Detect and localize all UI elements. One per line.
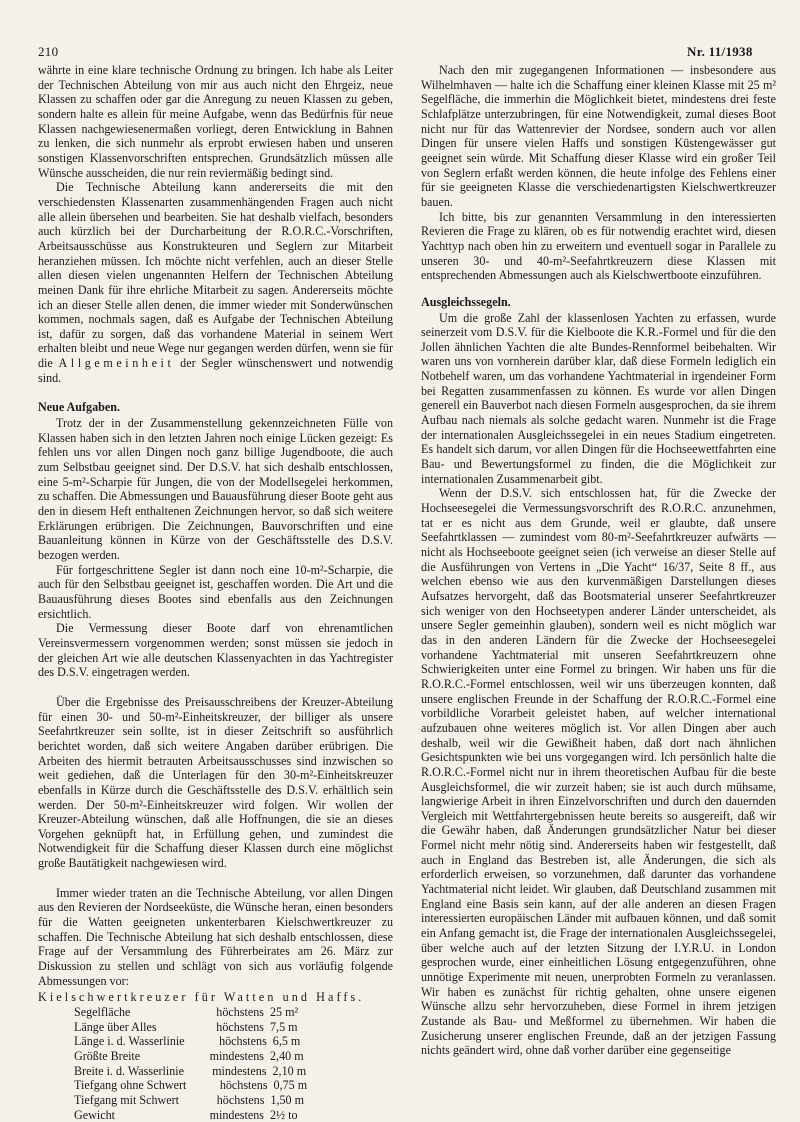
paragraph-text: der Segler wünschenswert und notwendig sind. [38, 356, 393, 385]
dimension-value: 2½ to [270, 1107, 298, 1122]
dimension-qualifier: höchstens [216, 1092, 265, 1107]
paragraph: Um die große Zahl der klassenlosen Yachten zu erfassen, wurde seinerzeit vom D.S.V. für die Kielboote die K.R.-Formel und für die den Jollen ähnlichen Yachten die alte Bundes-Rennformel beibehalten. Wir waren uns von vornherein darüber klar, daß diese Formeln lediglich ein Notbehelf waren, um das vorhandene Yachtmaterial in irgendeiner Form bei Regatten zusammenfassen zu können. Es wurde vor allen Dingen generell ein Bauverbot nach diesen Formeln ausgesprochen, da sie ihrem Aufbau nach niemals als solche gedacht waren. Nunmehr ist die Frage der internationalen Ausgleichssegelei in ein neues Stadium eingetreten. Es handelt sich darum, vor allen Dingen für die Hochseewettfahrten eine Bau- und Bewertungsformel zu finden, die die Möglichkeit zur internationalen Zusammenarbeit gibt. [421, 310, 776, 486]
dimension-label: Tiefgang mit Schwert [74, 1092, 180, 1107]
paragraph: Ich bitte, bis zur genannten Versammlung in den interessierten Revieren die Frage zu klären, ob es für notwendig erachtet wird, diesen Yachttyp nach oben hin zu erweitern und eventuell sogar in Parallele zu unseren 30- und 40-m²-Seefahrtkreuzern diese Klassen mit entsprechenden Abmessungen auch als Kielschwertboote einzuführen. [421, 209, 776, 283]
dimension-label: Länge i. d. Wasserlinie [74, 1034, 185, 1049]
issue-number: Nr. 11/1938 [687, 44, 753, 59]
dimension-row [38, 1093, 332, 1108]
dimension-value: 2,10 m [272, 1063, 307, 1078]
dimension-qualifier: mindestens [212, 1063, 267, 1078]
dimension-label: Länge über Alles [74, 1019, 157, 1034]
dimension-value: 0,75 m [273, 1078, 308, 1093]
dimension-value: 2,40 m [270, 1049, 304, 1063]
paragraph: währte in eine klare technische Ordnung zu bringen. Ich habe als Leiter der Technischen Abteilung von mir aus auch nicht den Ehrgeiz, neue Klassen zu schaffen oder gar die Anregung zu neuen Klassen zu geben, sondern halte es allein für meine Aufgabe, wenn das Bedürfnis für neue Klassen nachgewiesenermaßen vorliegt, deren Entwicklung in Bahnen zu lenken, die sich nunmehr als erprobt erwiesen haben und unseren sonstigen Klassenvorschriften entsprechen. Grundsätzlich müssen alle Wünsche ausscheiden, die nur rein reviermäßig bedingt sind. [38, 63, 393, 180]
paragraph: Nach den mir zugegangenen Informationen — insbesondere aus Wilhelmhaven — halte ich die Schaffung einer kleinen Klasse mit 25 m² Segelfläche, die immerhin die Möglichkeit bietet, mindestens drei feste Schlafplätze unterzubringen, für eine Notwendigkeit, zumal dieses Boot nicht nur für das Wattenrevier der Nordsee, sondern auch vor allen Dingen für unsere vielen Haffs und sonstigen Küstengewässer gut geeignet sein würde. Mit Schaffung dieser Klasse wird ein großer Teil von Seglern erfaßt werden können, die heute infolge des Fehlens einer für sie geeigneten Klasse die verschiedenartigsten Kielschwertkreuzer bauen. [421, 63, 776, 209]
dimension-label: Segelfläche [74, 1005, 131, 1020]
left-column [38, 63, 393, 1122]
paragraph: Trotz der in der Zusammenstellung gekennzeichneten Fülle von Klassen haben sich in den letzten Jahren noch einige Lücken gezeigt: Es fehlen uns vor allen Dingen noch ganz billige Jugendboote, die auch zum Selbstbau geeignet sind. Der D.S.V. hat sich deshalb entschlossen, eine 5-m²-Scharpie für Jungen, die von der Modellsegelei herkommen, zu schaffen. Die Abmessungen und Bauausführung dieser Boote geht aus den in diesem Heft enthaltenen Zeichnungen hervor, so daß sich weitere Erklärungen erübrigen. Die Zeichnungen, Bauvorschriften und eine Bauanleitung können in Kürze von der Geschäftsstelle des D.S.V. bezogen werden. [38, 416, 393, 562]
dimension-label: Tiefgang ohne Schwert [74, 1078, 187, 1093]
dimension-qualifier: höchstens [219, 1078, 268, 1093]
dimension-value: 25 m² [270, 1005, 299, 1020]
paragraph: Wenn der D.S.V. sich entschlossen hat, für die Zwecke der Hochseesegelei die Vermessungsvorschrift des R.O.R.C. anzunehmen, tat er es nicht aus dem Grunde, weil er glaubte, daß unsere Seefahrtklassen — zumindest vom 80-m²-Seefahrtkreuzer aufwärts — nicht als Hochseeboote geeignet seien (ich verweise an dieser Stelle auf die Ausführungen von Vertens in „Die Yacht“ 16/37, Seite 8 ff., aus welchen ebenso wie aus den kurvenmäßigen Darstellungen dieses Aufsatzes hervorgeht, daß das Bootsmaterial unserer Seefahrtkreuzer sich weniger von den Hochseetypen anderer Länder unterscheidet, als unsere Segler gemeinhin glauben), sondern weil es nicht möglich war das in den anderen Ländern für die Zwecke der Hochseesegelei vorhandene Yachtmaterial mit unseren Seefahrtkreuzern ohne Schwierigkeiten unter eine Formel zu bringen. Wir haben uns für die R.O.R.C.-Formel entschlossen, weil wir uns überzeugen konnten, daß unsere englischen Freunde in der Schaffung der R.O.R.C.-Formel eine vorbildliche Vorarbeit geleistet haben, auf welcher international aufzubauen ohne weiteres möglich ist. Vor allen Dingen aber auch deshalb, weil wir die Gewißheit haben, daß dort nach ähnlichen Gesichtspunkten wie bei uns vorgegangen wird. Ich persönlich halte die R.O.R.C.-Formel nicht nur in ihrem theoretischen Aufbau für die beste Ausgleichsformel, die wir zurzeit haben; sie ist auch durch mühsame, langwierige Arbeit in ihren Einzelvorschriften und durch den dauernden Vergleich mit Wettfahrtergebnissen heute bereits so ausgereift, daß wir die Gewähr haben, daß Änderungen grundsätzlicher Natur bei dieser Formel nicht mehr nötig sind. Andererseits haben wir festgestellt, daß auch in England das Bestreben ist, alle Änderungen, die sich als erforderlich erweisen, so vorzunehmen, daß darunter das vorhandene Yachtmaterial nicht leidet. Wir glauben, daß Deutschland zusammen mit England eine Basis sein kann, auf der alle anderen an diesen Fragen interessierten europäischen Länder mit aufbauen können, und daß somit ein Anfang gemacht ist, die Frage der internationalen Ausgleichssegelei, über welche auch auf der letzten Sitzung der I.Y.R.U. in London gesprochen wurde, einer einheitlichen Lösung entgegenzuführen, ohne unnötige Experimente mit neuen, unerprobten Formeln zu veranlassen. Wir haben es zunächst für richtig gehalten, ohne unsere eigenen Wünsche allzu sehr hervorzuheben, diese Formel in ihrem jetzigen Zustande als Bau- und Meßformel zu übernehmen. Wir haben die Zusicherung unserer englischen Freunde, daß an der jetzigen Fassung nichts geändert wird, ohne daß vorher darüber eine gegenseitige [421, 486, 776, 1058]
dimension-qualifier: höchstens [219, 1034, 267, 1049]
paragraph [38, 180, 393, 385]
dimension-value: 7,5 m [270, 1019, 298, 1034]
paragraph: Über die Ergebnisse des Preisausschreibens der Kreuzer-Abteilung für einen 30- und 50-m²-Einheitskreuzer, der billiger als unsere Seefahrtkreuzer sein sollte, ist in dieser Zeitschrift so ausführlich berichtet worden, daß sich weitere Angaben darüber erübrigen. Die Arbeiten des hiermit betrauten Arbeitsausschusses sind inzwischen so weit gediehen, daß die Unterlagen für den 30-m²-Einheitskreuzer ebenfalls in Kürze durch die Geschäftsstelle des D.S.V. erhältlich sein werden. Der 50-m²-Einheitskreuzer wird folgen. Wir wollen der Kreuzer-Abteilung wünschen, daß alle Hoffnungen, die sie an dieses Vorgehen geknüpft hat, in Erfüllung gehen, und zumindest die Notwendigkeit für die Schaffung dieser Klassen durch eine möglichst große Bautätigkeit nachgewiesen wird. [38, 694, 393, 871]
paragraph: Für fortgeschrittene Segler ist dann noch eine 10-m²-Scharpie, die auch für den Selbstbau geeignet ist, geschaffen worden. Die Art und die Bauausführung dieses Bootes sind ebenfalls aus den Zeichnungen ersichtlich. [38, 562, 393, 621]
paragraph: Die Vermessung dieser Boote darf von ehrenamtlichen Vereinsvermessern vorgenommen werden; sonst müssen sie jedoch in der gleichen Art wie alle deutschen Klassenyachten in das Yachtregister des D.S.V. eingetragen werden. [38, 621, 393, 680]
page-number: 210 [38, 44, 59, 59]
dimension-qualifier: mindestens [209, 1107, 264, 1122]
emphasized-word: Allgemeinheit [58, 356, 175, 371]
dimension-label: Größte Breite [74, 1049, 141, 1063]
dimensions-heading: Kielschwertkreuzer für Watten und Haffs. [38, 990, 365, 1005]
dimension-row [38, 1049, 332, 1064]
dimension-row [38, 1034, 332, 1049]
section-heading: Ausgleichssegeln. [421, 294, 511, 309]
dimension-row [38, 1078, 332, 1093]
dimension-row [38, 1064, 332, 1079]
paragraph-text: Die Technische Abteilung kann andererseits die mit den verschiedensten Klassenarten zusammenhängenden Fragen auch nicht alle allein übersehen und bearbeiten. Sie hat deshalb vielfach, besonders auch kürzlich bei der Durcharbeitung der R.O.R.C.-Vorschriften, Arbeitsausschüsse aus Konstrukteuren und Seglern zur Mitarbeit heranziehen müssen. Ich möchte nicht verfehlen, auch an dieser Stelle allen diesen vielen ungenannten Helfern der Technischen Abteilung meinen Dank für ihre ehrliche Mitarbeit zu sagen. Andererseits möchte ich an dieser Stelle allen denen, die immer wieder mit Sonderwünschen kommen, nochmals sagen, daß es Aufgabe der Technischen Abteilung ist, dafür zu sorgen, daß das vorhandene Material in seinem Wert erhalten bleibt und neue Wege nur gegangen werden dürfen, wenn sie für die [38, 180, 393, 371]
dimension-row [38, 1020, 332, 1035]
dimension-label: Breite i. d. Wasserlinie [74, 1063, 184, 1078]
section-heading: Neue Aufgaben. [38, 400, 120, 415]
dimension-row [38, 1108, 332, 1122]
dimension-label: Gewicht [74, 1107, 115, 1122]
dimension-qualifier: höchstens [216, 1019, 264, 1034]
dimension-qualifier: mindestens [209, 1049, 264, 1063]
paragraph: Immer wieder traten an die Technische Abteilung, vor allen Dingen aus den Revieren der Nordseeküste, die Wünsche heran, einen besonders für die Watten geeigneten unkenterbaren Kielschwertkreuzer zu schaffen. Die Technische Abteilung hat sich deshalb entschlossen, diese Frage auf der Versammlung des Führerbeirates am 26. März zur Diskussion zu stellen und schlägt von sich aus vorläufig folgende Abmessungen vor: [38, 885, 393, 988]
dimension-row [38, 1005, 332, 1020]
dimension-value: 6,5 m [272, 1034, 301, 1049]
right-column [421, 63, 776, 1058]
dimension-value: 1,50 m [270, 1092, 305, 1107]
dimensions-table [38, 990, 393, 1122]
dimension-qualifier: höchstens [216, 1005, 264, 1020]
